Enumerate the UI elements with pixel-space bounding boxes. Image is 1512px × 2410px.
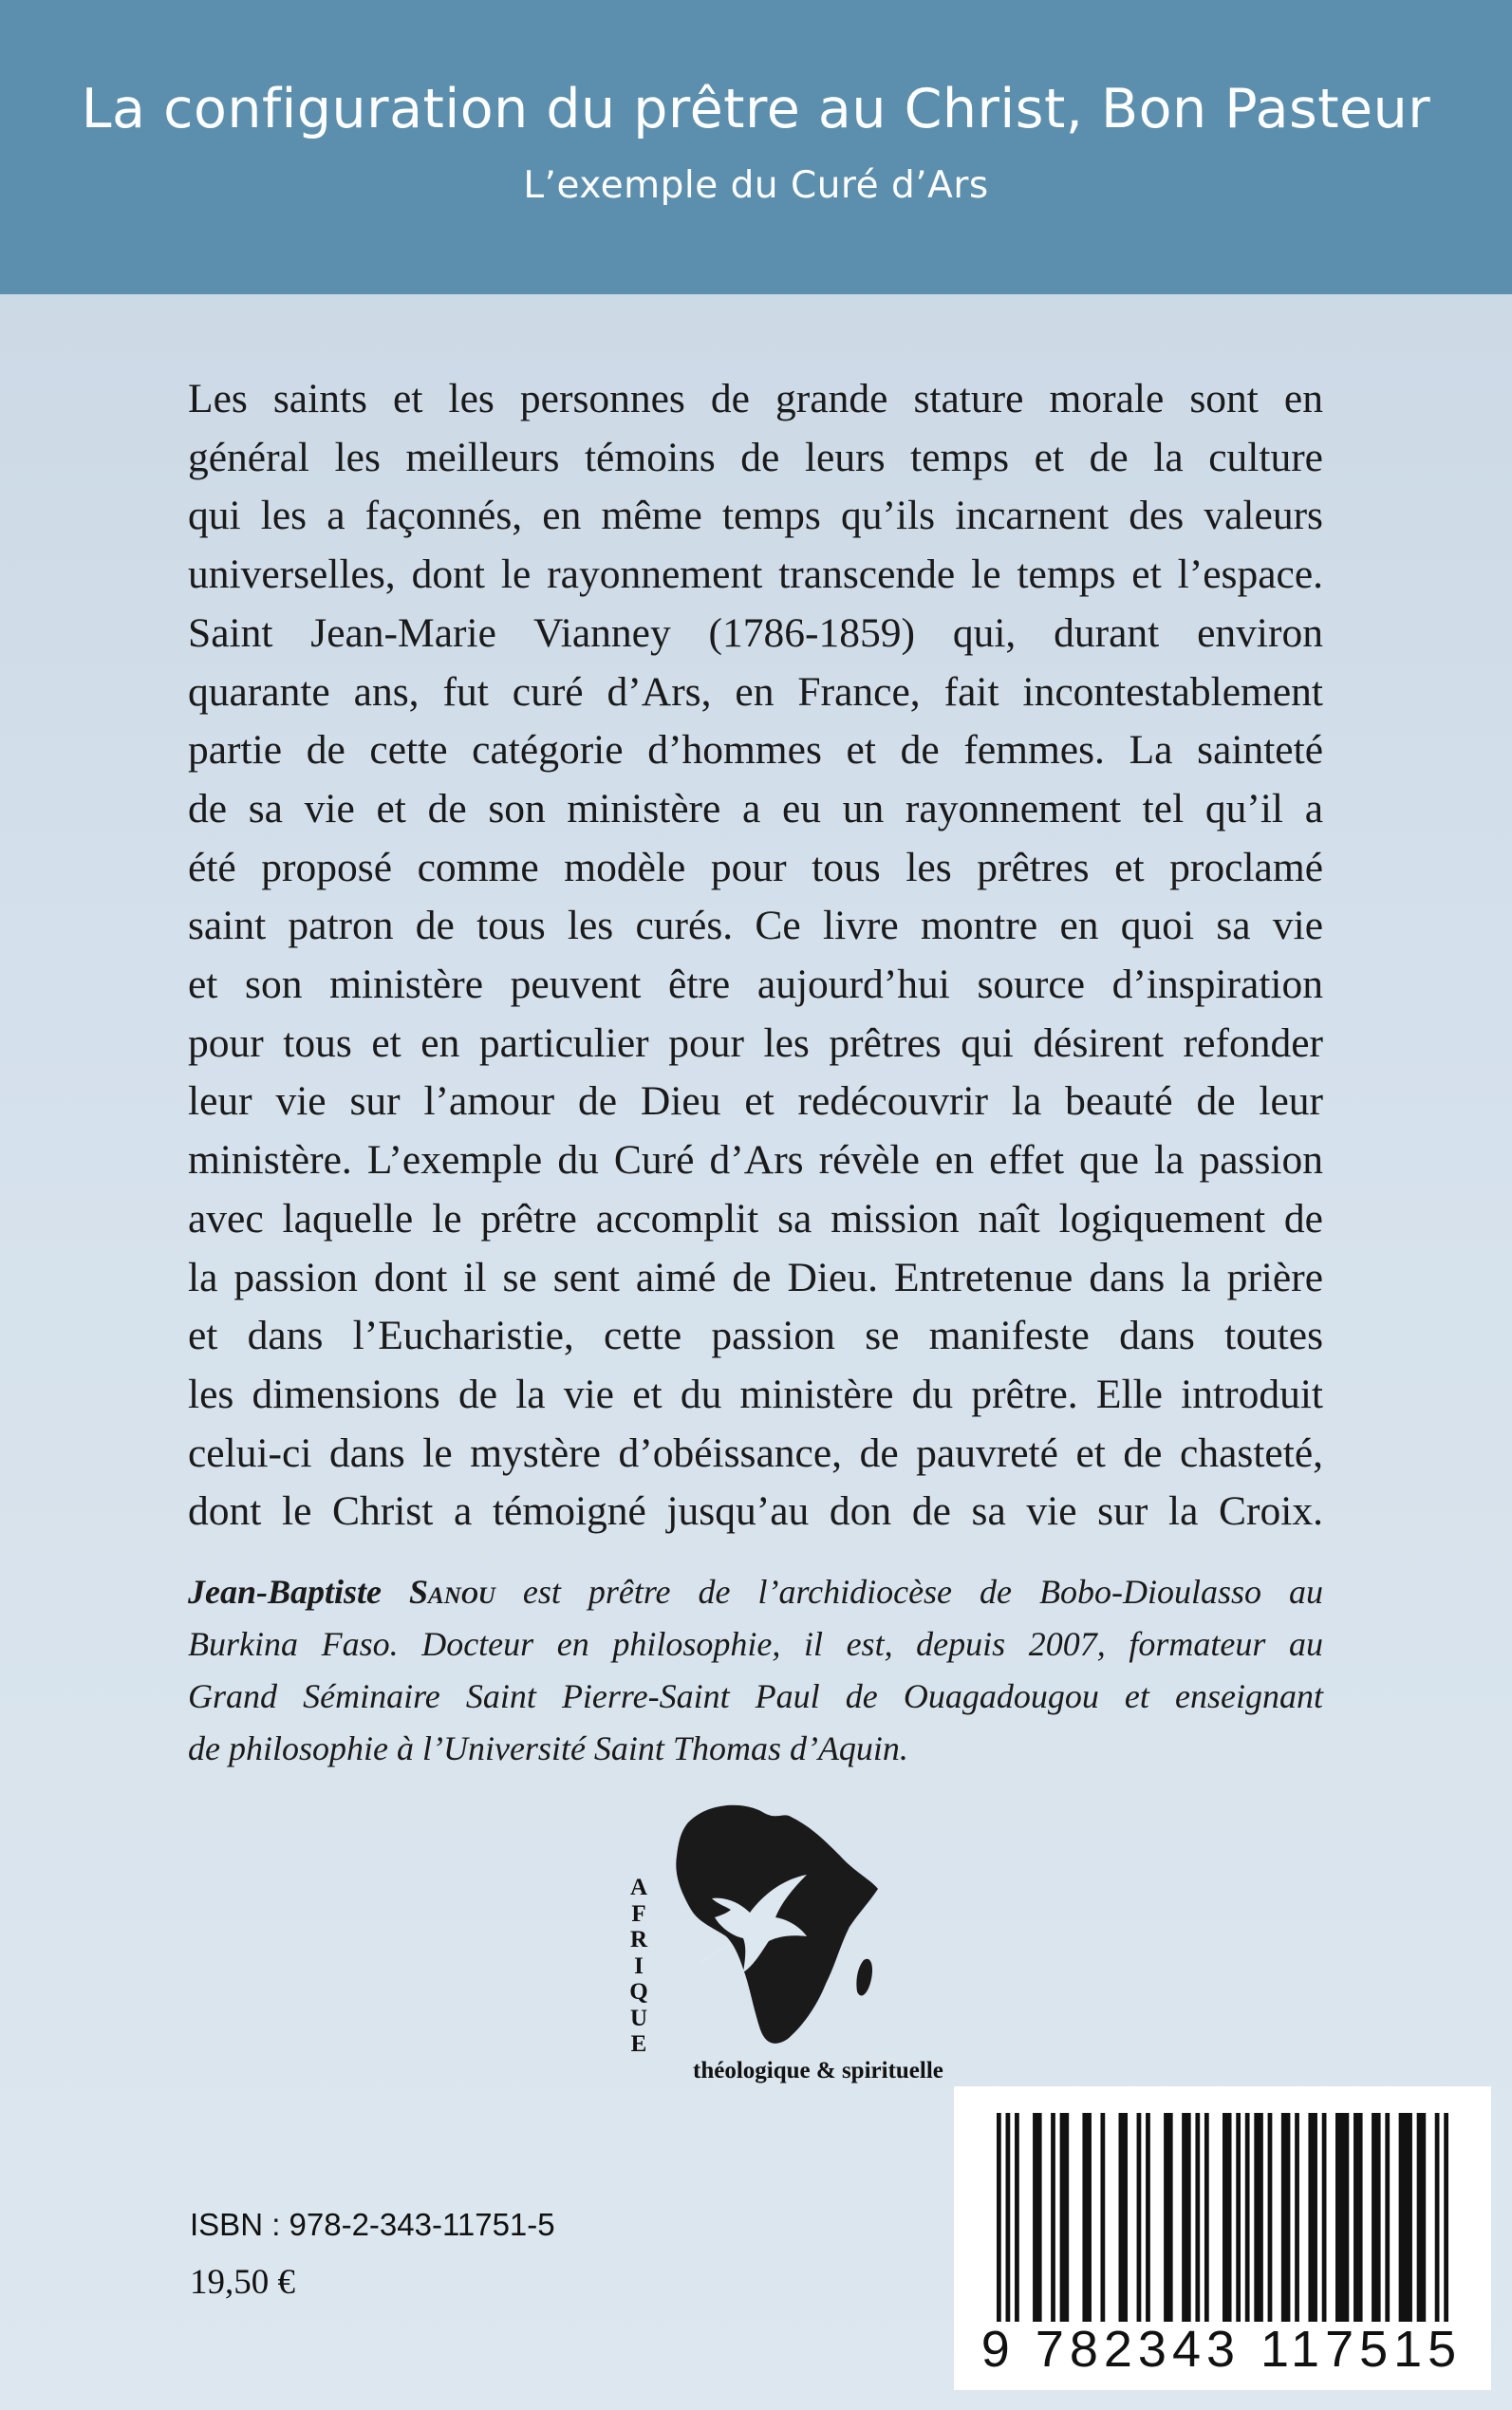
series-caption: théologique & spirituelle (693, 2058, 943, 2083)
author-bio-line: Grand Séminaire Saint Pierre-Saint Paul de Ouagadougou et enseignant (188, 1677, 1323, 1715)
author-bio (188, 1566, 1323, 1775)
blurb-line: qui les a façonnés, en même temps qu’ils incarnent des valeurs (188, 493, 1323, 539)
blurb-line: ministère. L’exemple du Curé d’Ars révèle en effet que la passion (188, 1137, 1323, 1184)
header-band (0, 0, 1512, 294)
barcode (954, 2086, 1491, 2390)
blurb-line: pour tous et en particulier pour les prêtres qui désirent refonder (188, 1019, 1323, 1066)
blurb-line: Saint Jean-Marie Vianney (1786-1859) qui, durant environ (188, 609, 1323, 656)
blurb-line: dont le Christ a témoigné jusqu’au don de sa vie sur la Croix. (188, 1488, 1323, 1535)
blurb-line: celui-ci dans le mystère d’obéissance, de pauvreté et de chasteté, (188, 1429, 1323, 1476)
author-bio-line: Burkina Faso. Docteur en philosophie, il est, depuis 2007, formateur au (188, 1625, 1323, 1663)
barcode-bar (1295, 2113, 1299, 2322)
book-title: La configuration du prêtre au Christ, Bon Pasteur (81, 78, 1431, 140)
barcode-bar (997, 2113, 1001, 2322)
isbn-label: ISBN : 978-2-343-11751-5 (190, 2207, 555, 2242)
blurb-line: les dimensions de la vie et du ministère du prêtre. Elle introduit (188, 1371, 1323, 1417)
blurb-line: universelles, dont le rayonnement transcende le temps et l’espace. (188, 551, 1323, 598)
barcode-bar (1100, 2113, 1105, 2322)
blurb-line: général les meilleurs témoins de leurs temps et de la culture (188, 434, 1323, 480)
barcode-bar (1245, 2113, 1250, 2322)
barcode-bar (1195, 2113, 1200, 2322)
barcode-bar (1006, 2113, 1011, 2322)
barcode-bar (1417, 2113, 1427, 2322)
blurb-line: quarante ans, fut curé d’Ars, en France, fait incontestablement (188, 668, 1323, 715)
author-name: Jean-Baptiste Sanou (188, 1573, 495, 1611)
blurb-line: avec laquelle le prêtre accomplit sa mission naît logiquement de (188, 1195, 1323, 1242)
blurb-line: Les saints et les personnes de grande stature morale sont en (188, 376, 1323, 421)
madagascar-island (856, 1959, 872, 1996)
price-label: 19,50 € (190, 2263, 295, 2302)
barcode-bar (1385, 2113, 1390, 2322)
blurb-line: la passion dont il se sent aimé de Dieu. Entretenue dans la prière (188, 1254, 1323, 1300)
series-name-vertical: A F R I Q U E (629, 1875, 648, 2057)
barcode-bar (1268, 2113, 1273, 2322)
africa-dove-logo (622, 1784, 906, 2069)
barcode-bar (1254, 2113, 1263, 2322)
author-bio-line: Jean-Baptiste Sanou est prêtre de l’archidiocèse de Bobo-Dioulasso au (188, 1573, 1323, 1611)
barcode-bar (1119, 2113, 1129, 2322)
barcode-bar (1435, 2113, 1440, 2322)
barcode-digits: 9 782343 117515 (980, 2321, 1463, 2378)
olive-branch-icon (700, 1946, 728, 1965)
author-bio-line: de philosophie à l’Université Saint Thomas d’Aquin. (188, 1729, 908, 1767)
barcode-bar (1335, 2113, 1349, 2322)
barcode-bar (1399, 2113, 1412, 2322)
barcode-bar (1164, 2113, 1173, 2322)
book-subtitle: L’exemple du Curé d’Ars (523, 164, 989, 207)
barcode-bar (1051, 2113, 1055, 2322)
blurb-line: et dans l’Eucharistie, cette passion se manifeste dans toutes (188, 1313, 1323, 1359)
blurb-text (188, 370, 1323, 1541)
barcode-bar (1204, 2113, 1209, 2322)
blurb-line: été proposé comme modèle pour tous les prêtres et proclamé (188, 844, 1323, 890)
barcode-bar (1353, 2113, 1363, 2322)
barcode-bar (1322, 2113, 1327, 2322)
barcode-bar (1033, 2113, 1042, 2322)
barcode-bar (1444, 2113, 1448, 2322)
barcode-bar (1015, 2113, 1019, 2322)
blurb-line: et son ministère peuvent être aujourd’hui source d’inspiration (188, 962, 1323, 1008)
barcode-bar (1082, 2113, 1092, 2322)
barcode-bar (1060, 2113, 1070, 2322)
barcode-bar (1236, 2113, 1241, 2322)
barcode-bar (1281, 2113, 1291, 2322)
barcode-bar (1182, 2113, 1191, 2322)
barcode-bar (1137, 2113, 1142, 2322)
barcode-bar (1223, 2113, 1232, 2322)
barcode-bar (1146, 2113, 1150, 2322)
barcode-bars (997, 2113, 1448, 2322)
blurb-line: leur vie sur l’amour de Dieu et redécouvrir la beauté de leur (188, 1078, 1323, 1125)
blurb-line: partie de cette catégorie d’hommes et de femmes. La sainteté (188, 727, 1323, 774)
blurb-line: de sa vie et de son ministère a eu un rayonnement tel qu’il a (188, 785, 1323, 831)
barcode-bar (1308, 2113, 1317, 2322)
barcode-bar (1372, 2113, 1381, 2322)
blurb-line: saint patron de tous les curés. Ce livre montre en quoi sa vie (188, 903, 1323, 949)
